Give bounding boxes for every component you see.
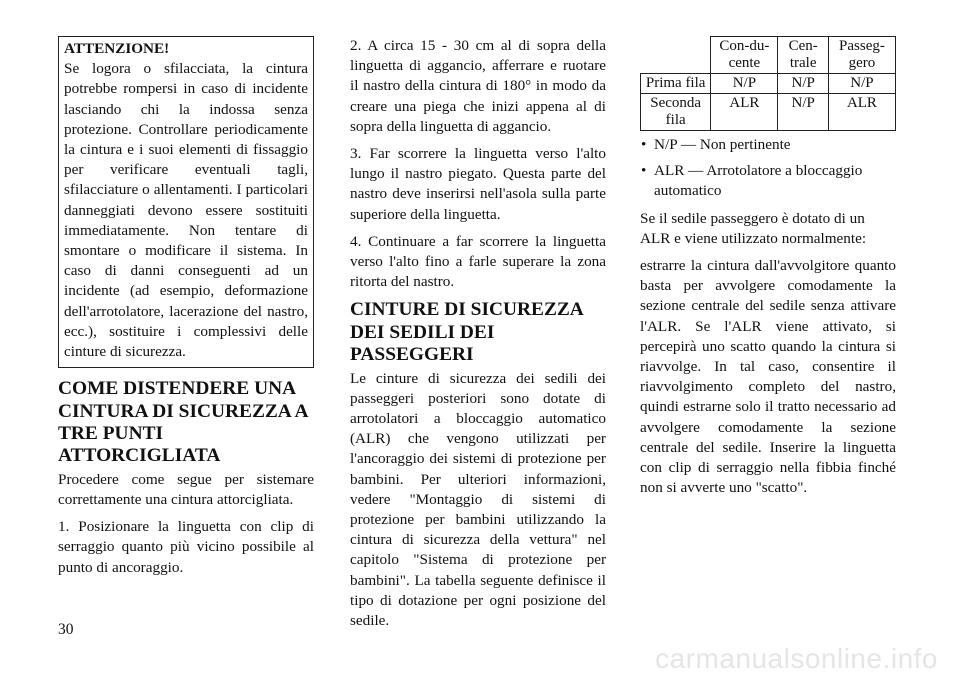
legend-alr: ALR — Arrotolatore a bloccaggio automatico [654,162,863,200]
step-2: 2. A circa 15 - 30 cm al di sopra della linguetta di aggancio, afferrare e ruotare il nastro della cintura di 180° in modo da creare una piega che inizi appena al di sopra della linguetta di aggancio. [350,37,606,135]
legend-list [640,135,896,202]
list-item [640,161,896,201]
table-header-cell: Con-du-cente [711,37,778,74]
bullet-icon: • [641,136,647,153]
table-cell: N/P [778,94,828,131]
table-cell: ALR [711,94,778,131]
table-cell: ALR [828,94,895,131]
table-row [641,94,896,131]
column-middle [350,36,606,638]
step-3: 3. Far scorrere la linguetta verso l'alto lungo il nastro piegato. Questa parte del nastro deve inserirsi nell'asola sulla parte superiore della linguetta. [350,145,606,223]
table-header-row [641,37,896,74]
seat-belt-table [640,36,896,131]
table-row-label: Seconda fila [641,94,711,131]
table-header-cell: Cen-trale [778,37,828,74]
step-4: 4. Continuare a far scorrere la linguetta verso l'alto fino a farle superare la zona ritorta del nastro. [350,232,606,291]
section-heading-passenger-belts: CINTURE DI SICUREZZA DEI SEDILI DEI PASSEGGERI [350,299,583,366]
warning-text: Se logora o sfilacciata, la cintura potrebbe rompersi in caso di incidente lasciando chi la indossa senza protezione. Controllare periodicamente la cintura e i suoi elementi di fissaggio per verificare eventuali tagli, sfilacciature o allentamenti. I particolari danneggiati devono essere sostituiti immediatamente. Non tentare di smontare o modificare il sistema. In caso di danni conseguenti ad un incidente (ad esempio, deformazione dell'arrotolatore, lacerazione del nastro, ecc.), sostituire i complessivi delle cinture di sicurezza. [64,60,308,361]
step-1: 1. Posizionare la linguetta con clip di serraggio quanto più vicino possibile al punto di ancoraggio. [58,518,314,576]
warning-title: ATTENZIONE! [64,40,170,57]
table-cell: N/P [711,74,778,94]
column-left [58,36,314,585]
table-cell: N/P [778,74,828,94]
column-right [640,36,896,505]
list-item [640,135,896,155]
bullet-icon: • [641,162,647,180]
section-intro: Procedere come segue per sistemare correttamente una cintura attorcigliata. [58,470,314,509]
warning-box [58,36,314,368]
watermark: carmanualsonline.info [655,643,938,674]
table-row [641,74,896,94]
table-header-cell: Passeg-gero [828,37,895,74]
section-heading-twisted-belt: COME DISTENDERE UNA CINTURA DI SICUREZZA A TRE PUNTI ATTORCIGLIATA [58,378,308,467]
legend-np: N/P — Non pertinente [654,136,791,153]
table-cell: N/P [828,74,895,94]
closing-paragraph-1: Se il sedile passeggero è dotato di un ALR e viene utilizzato normalmente: [640,209,867,247]
table-corner [641,37,711,74]
table-row-label: Prima fila [641,74,711,94]
passenger-belts-text: Le cinture di sicurezza dei sedili dei passeggeri posteriori sono dotate di arrotolatori a bloccaggio automatico (ALR) che vengono utilizzati per l'ancoraggio dei sistemi di protezione per bambini. Per ulteriori informazioni, vedere "Montaggio di sistemi di protezione per bambini utilizzando la cintura di sicurezza della vettura" nel capitolo "Sistema di protezione per bambini". La tabella seguente definisce il tipo di dotazione per ogni posizione del sedile. [350,369,606,630]
closing-paragraph-2: estrarre la cintura dall'avvolgitore quanto basta per avvolgere comodamente la sezione centrale del sedile senza attivare l'ALR. Se l'ALR viene attivato, si percepirà uno scatto quando la cintura si riavvolge. In tal caso, consentire il riavvolgimento completo del nastro, quindi estrarne solo il tratto necessario ad avvolgere comodamente la sezione centrale del sedile. Inserire la linguetta con clip di serraggio nella fibbia finché non si avverte uno "scatto". [640,257,896,497]
page-number: 30 [58,621,74,638]
